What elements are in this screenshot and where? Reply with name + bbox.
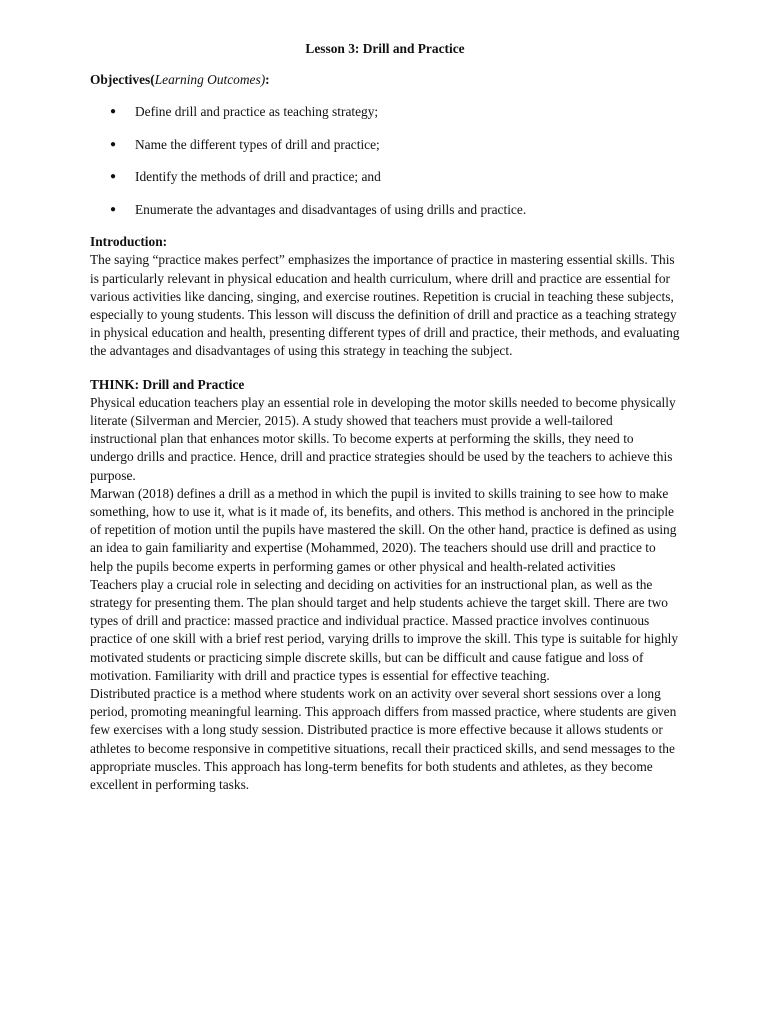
bullet-icon: ● — [110, 138, 117, 150]
list-item — [90, 168, 680, 186]
objective-text: Define drill and practice as teaching strategy; — [135, 104, 379, 120]
think-paragraph-4: Distributed practice is a method where students work on an activity over several short sessions over a long period, promoting meaningful learning. This approach differs from massed practice, where students are given few exercises with a long study session. Distributed practice is more effective because it allows students or athletes to become responsive in competitive situations, recall their practiced skills, and send messages to the appropriate muscles. This approach has long-term benefits for both students and athletes, as they become excellent in performing tasks. — [90, 686, 677, 793]
objectives-label-suffix: : — [265, 72, 270, 87]
page-title: Lesson 3: Drill and Practice — [305, 41, 465, 56]
introduction-heading: Introduction: — [90, 234, 168, 250]
think-paragraph-3: Teachers play a crucial role in selecting and deciding on activities for an instructional plan, as well as the strategy for presenting them. The plan should target and help students achieve the target skill. There are two types of drill and practice: massed practice and individual practice. Massed practice involves continuous practice of one skill with a brief rest period, varying drills to improve the skill. This type is suitable for highly motivated students or practicing simple discrete skills, but can be difficult and cause fatigue and loss of motivation. Familiarity with drill and practice types is essential for effective teaching. — [90, 576, 679, 683]
list-item — [90, 136, 680, 154]
objectives-list — [90, 103, 680, 219]
objective-text: Name the different types of drill and practice; — [135, 136, 380, 152]
think-heading: THINK: Drill and Practice — [90, 376, 245, 392]
think-paragraph-1: Physical education teachers play an essential role in developing the motor skills needed to become physically literate (Silverman and Mercier, 2015). A study showed that teachers must provide a well-tailored instructional plan that enhances motor skills. To become experts at performing the skills, they need to undergo drills and practice. Hence, drill and practice strategies should be used by the teachers to achieve this purpose. — [90, 394, 676, 483]
objective-text: Identify the methods of drill and practice; and — [135, 169, 381, 185]
introduction-paragraph: The saying “practice makes perfect” emphasizes the importance of practice in mastering essential skills. This is particularly relevant in physical education and health curriculum, where drill and practice are essential for various activities like dancing, singing, and exercise routines. Repetition is crucial in teaching these subjects, especially to young students. This lesson will discuss the definition of drill and practice as a teaching strategy in physical education and health, presenting different types of drill and practice, their methods, and evaluating the advantages and disadvantages of using this strategy in teaching the subject. — [90, 252, 680, 359]
list-item — [90, 201, 680, 219]
bullet-icon: ● — [110, 106, 117, 118]
objectives-label-italic: Learning Outcomes) — [154, 72, 266, 87]
objectives-label: Objectives( — [90, 72, 155, 87]
bullet-icon: ● — [110, 203, 117, 215]
bullet-icon: ● — [110, 171, 117, 183]
objective-text: Enumerate the advantages and disadvantages of using drills and practice. — [135, 201, 527, 217]
objectives-heading — [90, 71, 680, 89]
list-item — [90, 103, 680, 121]
think-paragraph-2: Marwan (2018) defines a drill as a method in which the pupil is invited to skills training to see how to make something, how to use it, what is it made of, its benefits, and others. This method is anchored in the principle of repetition of motion until the pupils have mastered the skill. On the other hand, practice is defined as using an idea to gain familiarity and expertise (Mohammed, 2020). The teachers should use drill and practice to help the pupils become experts in performing games or other physical and health-related activities — [90, 485, 677, 574]
document-page — [90, 40, 680, 794]
